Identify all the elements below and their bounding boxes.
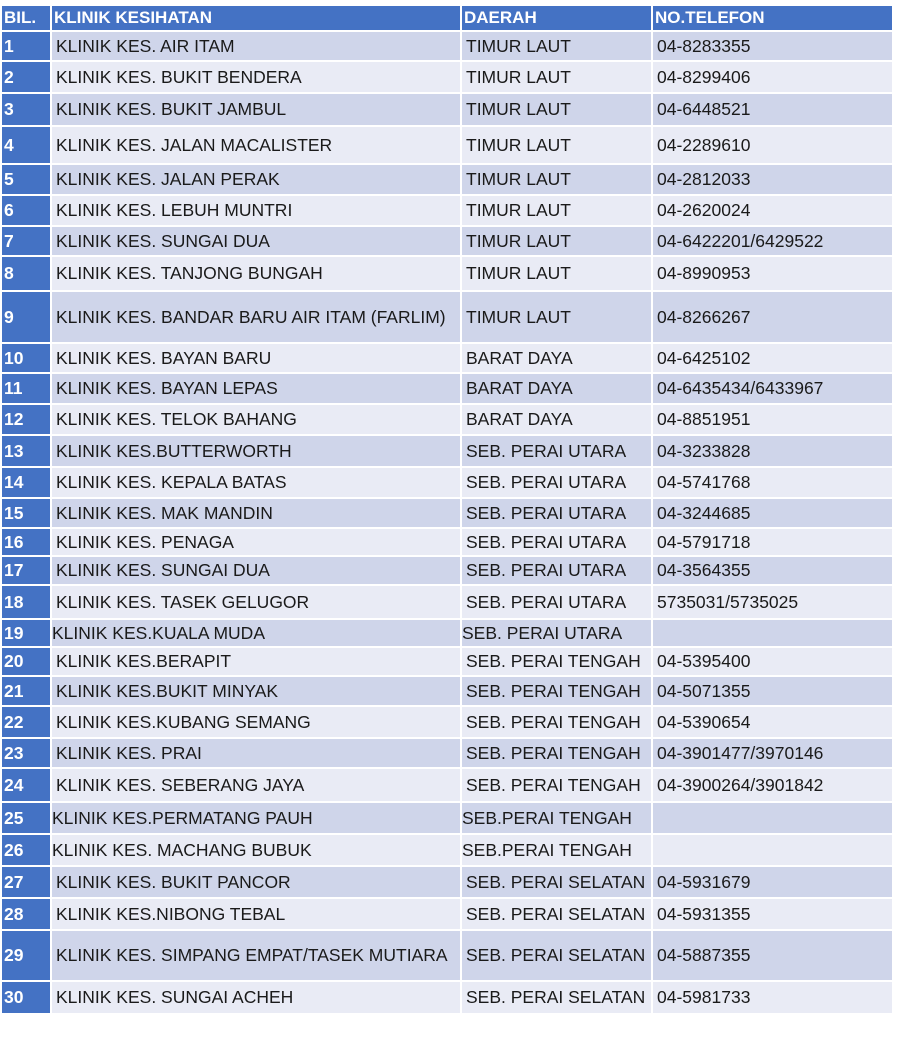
table-row (2, 405, 892, 434)
phone-number: 04-6425102 (653, 344, 892, 372)
table-row (2, 557, 892, 584)
table-row (2, 62, 892, 92)
row-number: 1 (2, 32, 50, 60)
phone-number: 04-5887355 (653, 931, 892, 980)
table-row (2, 468, 892, 497)
row-number: 15 (2, 499, 50, 527)
district: SEB. PERAI TENGAH (462, 769, 651, 801)
district: SEB. PERAI SELATAN (462, 867, 651, 897)
header-telefon: NO.TELEFON (653, 6, 892, 30)
phone-number: 04-8283355 (653, 32, 892, 60)
row-number: 30 (2, 982, 50, 1013)
district: TIMUR LAUT (462, 227, 651, 255)
phone-number: 04-6422201/6429522 (653, 227, 892, 255)
district: SEB. PERAI TENGAH (462, 739, 651, 767)
header-klinik: KLINIK KESIHATAN (52, 6, 460, 30)
phone-number: 04-3233828 (653, 436, 892, 466)
phone-number: 04-8990953 (653, 257, 892, 290)
table-row (2, 648, 892, 675)
row-number: 16 (2, 529, 50, 555)
table-row (2, 931, 892, 980)
phone-number: 04-5390654 (653, 707, 892, 737)
phone-number: 04-5981733 (653, 982, 892, 1013)
district: SEB.PERAI TENGAH (462, 803, 651, 833)
district: SEB. PERAI UTARA (462, 529, 651, 555)
table-row (2, 769, 892, 801)
clinic-name: KLINIK KES. KEPALA BATAS (52, 468, 460, 497)
table-row (2, 227, 892, 255)
table-row (2, 94, 892, 125)
row-number: 7 (2, 227, 50, 255)
clinic-name: KLINIK KES.BUTTERWORTH (52, 436, 460, 466)
table-row (2, 867, 892, 897)
phone-number (653, 803, 892, 833)
phone-number: 04-5791718 (653, 529, 892, 555)
district: BARAT DAYA (462, 344, 651, 372)
row-number: 26 (2, 835, 50, 865)
phone-number: 5735031/5735025 (653, 586, 892, 618)
district: BARAT DAYA (462, 405, 651, 434)
district: SEB. PERAI UTARA (462, 436, 651, 466)
district: TIMUR LAUT (462, 62, 651, 92)
district: SEB. PERAI UTARA (462, 468, 651, 497)
phone-number: 04-3900264/3901842 (653, 769, 892, 801)
district: SEB. PERAI UTARA (462, 557, 651, 584)
phone-number (653, 835, 892, 865)
district: TIMUR LAUT (462, 165, 651, 194)
clinic-name: KLINIK KES. PENAGA (52, 529, 460, 555)
table-row (2, 529, 892, 555)
clinic-table (0, 4, 894, 1015)
clinic-name: KLINIK KES. BANDAR BARU AIR ITAM (FARLIM) (52, 292, 460, 342)
clinic-name: KLINIK KES. BAYAN LEPAS (52, 374, 460, 403)
row-number: 22 (2, 707, 50, 737)
table-row (2, 374, 892, 403)
district: TIMUR LAUT (462, 196, 651, 225)
phone-number (653, 620, 892, 646)
header-row (2, 6, 892, 30)
row-number: 11 (2, 374, 50, 403)
row-number: 9 (2, 292, 50, 342)
phone-number: 04-2812033 (653, 165, 892, 194)
table-body (2, 32, 892, 1013)
phone-number: 04-8851951 (653, 405, 892, 434)
phone-number: 04-5741768 (653, 468, 892, 497)
district: TIMUR LAUT (462, 32, 651, 60)
phone-number: 04-5931679 (653, 867, 892, 897)
clinic-name: KLINIK KES.BUKIT MINYAK (52, 677, 460, 705)
row-number: 14 (2, 468, 50, 497)
district: SEB. PERAI SELATAN (462, 931, 651, 980)
clinic-name: KLINIK KES. BUKIT PANCOR (52, 867, 460, 897)
table-row (2, 196, 892, 225)
table-row (2, 165, 892, 194)
phone-number: 04-8266267 (653, 292, 892, 342)
district: BARAT DAYA (462, 374, 651, 403)
district: TIMUR LAUT (462, 257, 651, 290)
table-row (2, 620, 892, 646)
table-row (2, 835, 892, 865)
district: TIMUR LAUT (462, 127, 651, 163)
phone-number: 04-5931355 (653, 899, 892, 929)
clinic-name: KLINIK KES. TASEK GELUGOR (52, 586, 460, 618)
header-daerah: DAERAH (462, 6, 651, 30)
district: SEB. PERAI TENGAH (462, 648, 651, 675)
table-row (2, 586, 892, 618)
table-row (2, 257, 892, 290)
clinic-name: KLINIK KES. AIR ITAM (52, 32, 460, 60)
district: SEB.PERAI TENGAH (462, 835, 651, 865)
phone-number: 04-5395400 (653, 648, 892, 675)
district: SEB. PERAI TENGAH (462, 707, 651, 737)
row-number: 28 (2, 899, 50, 929)
table-row (2, 32, 892, 60)
clinic-name: KLINIK KES. LEBUH MUNTRI (52, 196, 460, 225)
row-number: 19 (2, 620, 50, 646)
table-row (2, 677, 892, 705)
table-row (2, 499, 892, 527)
phone-number: 04-5071355 (653, 677, 892, 705)
clinic-name: KLINIK KES.KUBANG SEMANG (52, 707, 460, 737)
row-number: 21 (2, 677, 50, 705)
table-row (2, 899, 892, 929)
row-number: 10 (2, 344, 50, 372)
phone-number: 04-2620024 (653, 196, 892, 225)
row-number: 13 (2, 436, 50, 466)
table-row (2, 982, 892, 1013)
row-number: 23 (2, 739, 50, 767)
district: SEB. PERAI SELATAN (462, 899, 651, 929)
phone-number: 04-2289610 (653, 127, 892, 163)
phone-number: 04-6435434/6433967 (653, 374, 892, 403)
clinic-name: KLINIK KES. JALAN PERAK (52, 165, 460, 194)
row-number: 2 (2, 62, 50, 92)
clinic-name: KLINIK KES. SUNGAI DUA (52, 557, 460, 584)
clinic-name: KLINIK KES. SUNGAI ACHEH (52, 982, 460, 1013)
row-number: 3 (2, 94, 50, 125)
clinic-name: KLINIK KES. BUKIT JAMBUL (52, 94, 460, 125)
clinic-name: KLINIK KES. SIMPANG EMPAT/TASEK MUTIARA (52, 931, 460, 980)
row-number: 18 (2, 586, 50, 618)
district: SEB. PERAI TENGAH (462, 677, 651, 705)
clinic-name: KLINIK KES. TANJONG BUNGAH (52, 257, 460, 290)
row-number: 25 (2, 803, 50, 833)
table-row (2, 707, 892, 737)
table-header (2, 6, 892, 30)
clinic-name: KLINIK KES. BAYAN BARU (52, 344, 460, 372)
row-number: 12 (2, 405, 50, 434)
clinic-name: KLINIK KES. MAK MANDIN (52, 499, 460, 527)
row-number: 24 (2, 769, 50, 801)
table-row (2, 127, 892, 163)
table-row (2, 292, 892, 342)
table-row (2, 739, 892, 767)
district: TIMUR LAUT (462, 94, 651, 125)
clinic-name: KLINIK KES.PERMATANG PAUH (52, 803, 460, 833)
phone-number: 04-3564355 (653, 557, 892, 584)
row-number: 5 (2, 165, 50, 194)
district: SEB. PERAI UTARA (462, 620, 651, 646)
table-row (2, 344, 892, 372)
clinic-name: KLINIK KES. SEBERANG JAYA (52, 769, 460, 801)
row-number: 20 (2, 648, 50, 675)
clinic-name: KLINIK KES.NIBONG TEBAL (52, 899, 460, 929)
row-number: 17 (2, 557, 50, 584)
header-bil: BIL. (2, 6, 50, 30)
district: SEB. PERAI UTARA (462, 586, 651, 618)
table-row (2, 803, 892, 833)
phone-number: 04-8299406 (653, 62, 892, 92)
phone-number: 04-6448521 (653, 94, 892, 125)
clinic-name: KLINIK KES. SUNGAI DUA (52, 227, 460, 255)
row-number: 8 (2, 257, 50, 290)
district: TIMUR LAUT (462, 292, 651, 342)
clinic-name: KLINIK KES.KUALA MUDA (52, 620, 460, 646)
clinic-name: KLINIK KES. MACHANG BUBUK (52, 835, 460, 865)
row-number: 27 (2, 867, 50, 897)
district: SEB. PERAI SELATAN (462, 982, 651, 1013)
row-number: 4 (2, 127, 50, 163)
row-number: 6 (2, 196, 50, 225)
clinic-name: KLINIK KES. PRAI (52, 739, 460, 767)
clinic-name: KLINIK KES. JALAN MACALISTER (52, 127, 460, 163)
clinic-name: KLINIK KES. TELOK BAHANG (52, 405, 460, 434)
phone-number: 04-3901477/3970146 (653, 739, 892, 767)
phone-number: 04-3244685 (653, 499, 892, 527)
clinic-name: KLINIK KES. BUKIT BENDERA (52, 62, 460, 92)
district: SEB. PERAI UTARA (462, 499, 651, 527)
table-row (2, 436, 892, 466)
row-number: 29 (2, 931, 50, 980)
clinic-name: KLINIK KES.BERAPIT (52, 648, 460, 675)
